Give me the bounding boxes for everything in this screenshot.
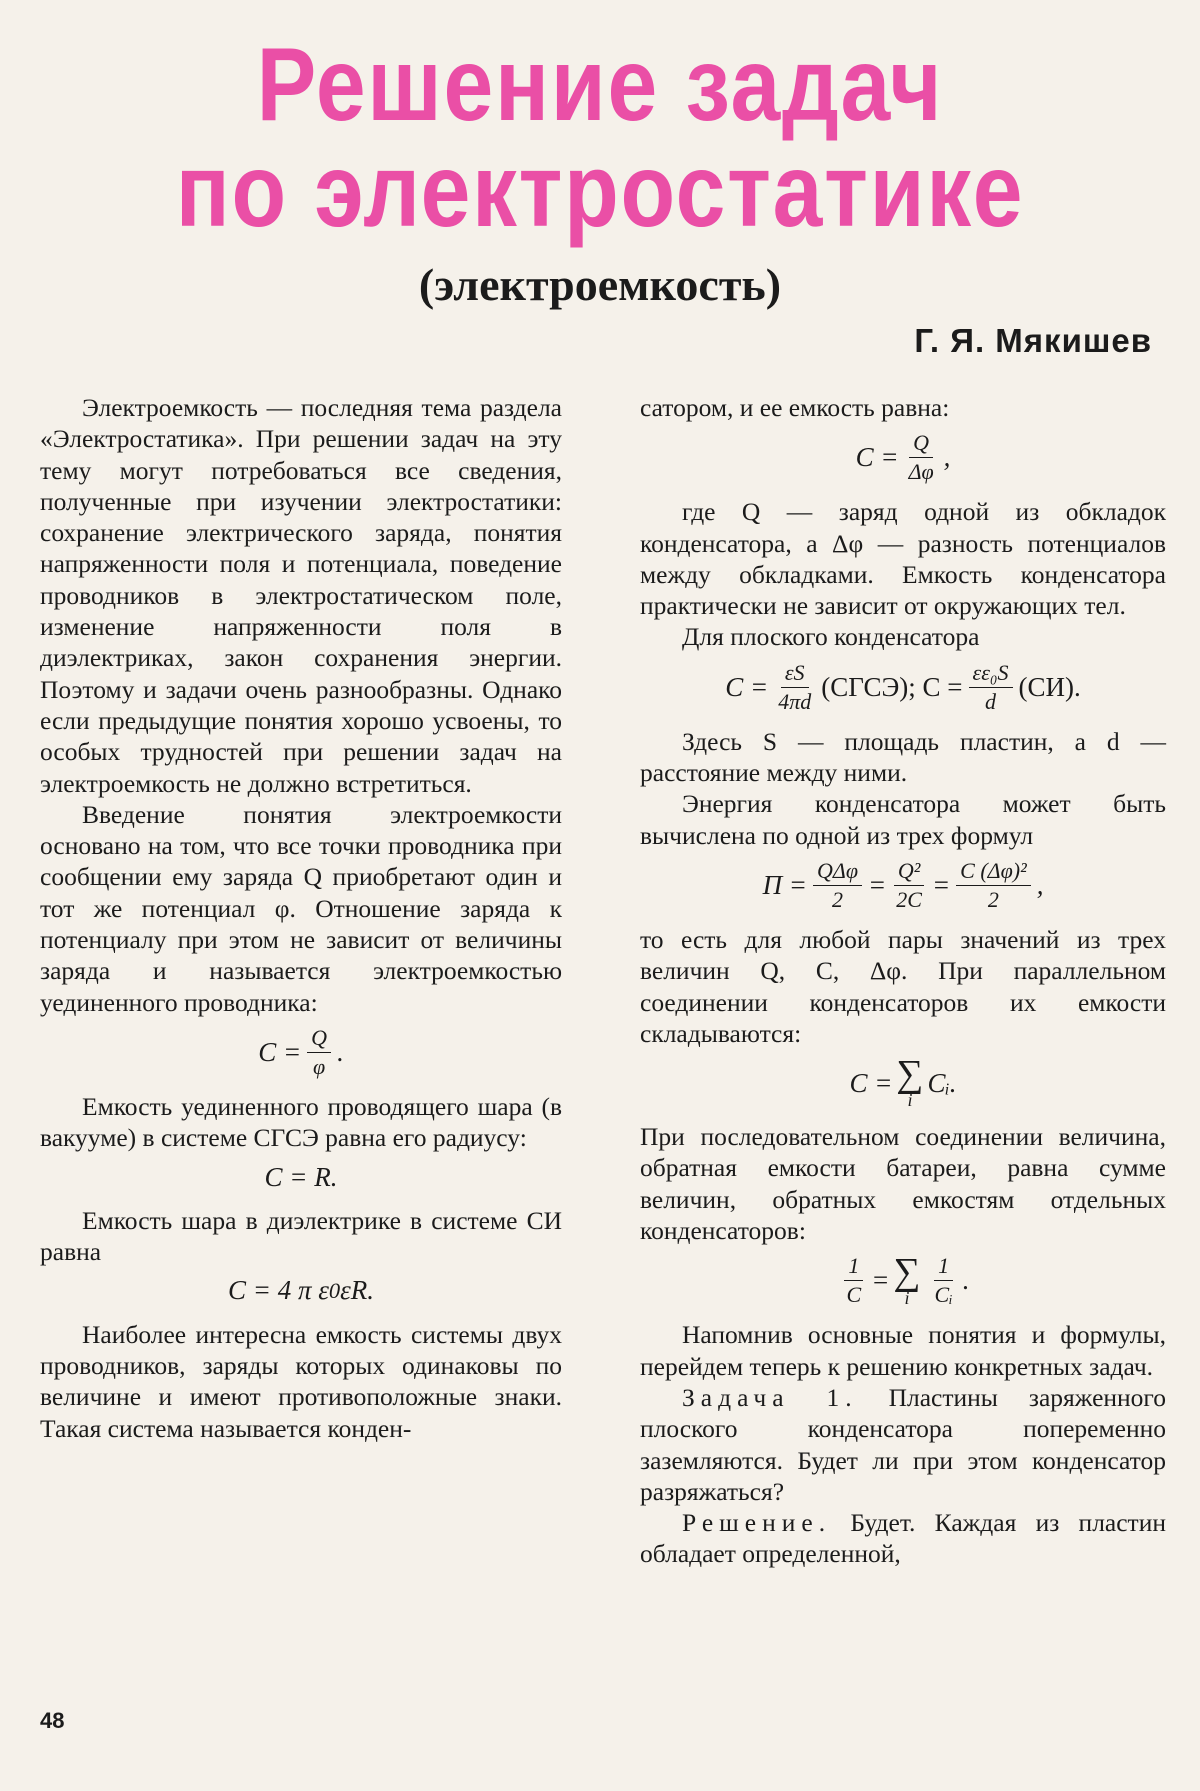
numerator: C (Δφ)² (956, 859, 1031, 886)
denominator: 2 (832, 886, 844, 912)
numerator: Q² (894, 859, 924, 886)
fraction (307, 1026, 331, 1079)
sum-index: i (904, 1287, 910, 1308)
left-column (40, 392, 562, 1444)
page-number: 48 (40, 1708, 65, 1733)
numerator: 1 (934, 1254, 953, 1281)
fraction (892, 859, 926, 912)
formula-text: . (337, 1036, 344, 1067)
formula-energy (640, 859, 1166, 912)
fraction (843, 1254, 866, 1307)
denominator: 2 (987, 886, 999, 912)
denominator: Δφ (908, 459, 934, 485)
formula-plane-capacitor (640, 661, 1166, 714)
formula-capacitor (640, 431, 1166, 484)
denominator: d (985, 688, 997, 714)
solution-paragraph (640, 1507, 1166, 1570)
paragraph: где Q — заряд одной из обкладок конденсатора, а Δφ — разность потенциалов между обкладками. Емкость конденсатора практически не зависит от окружающих тел. (640, 497, 1166, 621)
paragraph: Электроемкость — последняя тема раздела «Электростатика». При решении задач на эту тему могут потребоваться все сведения, полученные при изучении электростатики: сохранение электрического заряда, понятия напряженности поля и потенциала, поведение проводников в электростатическом поле, изменение напряженности поля в диэлектриках, закон сохранения энергии. Поэтому и задачи очень разнообразны. Однако если предыдущие понятия хорошо усвоены, то особых трудностей при решении задач на электроемкость не должно встретиться. (40, 393, 562, 798)
sigma-symbol: ∑ (896, 1053, 924, 1096)
formula-text: (СГСЭ); C = (821, 671, 963, 702)
denominator: φ (313, 1053, 326, 1079)
fraction (956, 859, 1031, 912)
fraction (813, 859, 862, 912)
paragraph: сатором, и ее емкость равна: (640, 393, 950, 422)
numerator: εS (781, 661, 809, 688)
formula-capacitance-solitary (40, 1026, 562, 1079)
formula-text: . (962, 1265, 970, 1296)
numerator: 1 (844, 1254, 863, 1281)
summation (896, 1053, 924, 1111)
formula-text: C = (855, 442, 899, 473)
numerator: Q (909, 431, 933, 458)
sigma-symbol: ∑ (893, 1250, 921, 1293)
formula-text: , (943, 442, 951, 473)
formula-text: C = (258, 1036, 302, 1067)
subtitle: (электроемкость) (418, 259, 782, 310)
formula-text: = (931, 869, 951, 900)
paragraph: Введение понятия электроемкости основано на том, что все точки проводника при сообщении ему заряда Q приобретают один и тот же потенциал φ. Отношение заряда к потенциалу при этом не зависит от величины заряда и называется электроемкостью уединенного проводника: (40, 799, 562, 1017)
paragraph: Напомнив основные понятия и формулы, перейдем теперь к решению конкретных задач. (640, 1320, 1166, 1381)
title-line-1: Решение задач (256, 27, 944, 143)
title-line-2: по электростатике (175, 133, 1025, 249)
fraction (931, 1254, 957, 1307)
denominator: Cᵢ (934, 1282, 953, 1308)
paragraph: Для плоского конденсатора (682, 622, 980, 652)
formula-series (640, 1250, 1166, 1308)
task-paragraph (640, 1382, 1166, 1507)
formula-text: П = (762, 869, 808, 900)
sum-index: i (907, 1090, 913, 1111)
formula-text: C = 4 π ε (227, 1275, 329, 1306)
formula-sphere-si (40, 1275, 562, 1306)
right-column (640, 392, 1166, 1570)
formula-sphere-cgs: C = R. (264, 1161, 338, 1192)
paragraph: Здесь S — площадь пластин, а d — расстояние между ними. (640, 726, 1166, 788)
solution-label: Решение. (682, 1508, 832, 1538)
numerator: Q (307, 1026, 331, 1053)
paragraph: При последовательном соединении величина, обратная емкости батареи, равна сумме величин, обратных емкостям отдельных конденсаторов: (640, 1122, 1166, 1246)
author: Г. Я. Мякишев (914, 322, 1152, 359)
paragraph: Энергия конденсатора может быть вычислена по одной из трех формул (640, 789, 1166, 850)
formula-text: = (871, 1265, 890, 1296)
numerator: εε₀S (969, 661, 1013, 688)
fraction (969, 661, 1013, 714)
denominator: 2C (896, 886, 922, 912)
formula-text: = (868, 869, 887, 900)
denominator: 4πd (778, 688, 812, 714)
formula-text: C = (849, 1067, 893, 1098)
numerator: QΔφ (813, 859, 862, 886)
fraction (905, 431, 938, 484)
formula-text: C = (725, 671, 769, 702)
formula-text: εR. (340, 1275, 375, 1306)
subscript: 0 (328, 1278, 341, 1304)
formula-text: , (1036, 869, 1044, 900)
task-label: Задача 1. (682, 1382, 858, 1412)
formula-parallel (640, 1053, 1166, 1111)
solution-text: Будет. Каждая из пластин обладает определенной, (640, 1508, 1166, 1569)
paragraph: то есть для любой пары значений из трех величин Q, C, Δφ. При параллельном соединении конденсаторов их емкости складываются: (640, 924, 1166, 1048)
paragraph: Емкость шара в диэлектрике в системе СИ равна (40, 1205, 562, 1267)
fraction (774, 661, 815, 714)
denominator: C (846, 1282, 862, 1308)
paragraph: Емкость уединенного проводящего шара (в вакууме) в системе СГСЭ равна его радиусу: (40, 1091, 562, 1153)
summation (893, 1250, 921, 1308)
task-text: Пластины заряженного плоского конденсатора попеременно заземляются. Будет ли при этом конденсатор разряжаться? (640, 1382, 1167, 1506)
formula-text: Cᵢ. (927, 1067, 957, 1098)
paragraph: Наиболее интересна емкость системы двух проводников, заряды которых одинаковы по величине и имеют противоположные знаки. Такая система называется конден- (40, 1319, 562, 1443)
formula-text: (СИ). (1018, 671, 1081, 702)
